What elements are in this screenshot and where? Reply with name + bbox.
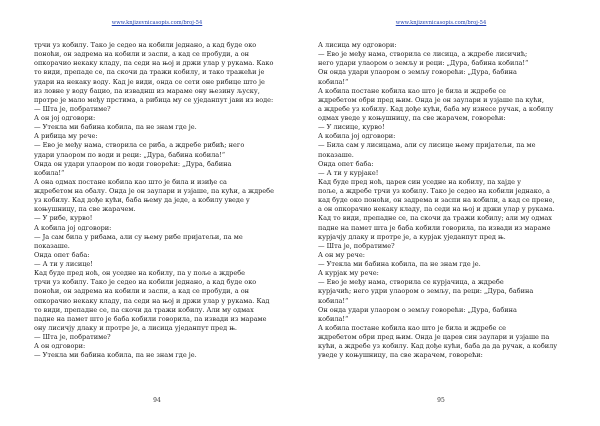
text-line: показаше. [318,150,354,159]
text-line: — Ево је међу нама, створила се курјачица, а ждребе [318,278,504,287]
text-line: А кобила постане кобила као што је била и ждребе се [318,323,507,332]
text-line: — Ја сам била у рибама, али су њему рибе пријатељи, па ме [34,232,243,241]
text-line: то види, препадне се, па скочи да тражи кобилу. Али му одмах [34,305,254,314]
text-line: — У рибе, курво! [34,214,93,223]
page-header-link[interactable]: www.knjizevnicasopis.com/broj-54 [111,20,203,26]
text-line: А рибица му рече: [34,132,98,141]
text-line: Кад то види, препадне се, па скочи да тражи кобилу; али му одмах [318,214,552,223]
text-line: — Била сам у лисицама, али су лисице њему пријатељи, па ме [318,141,536,150]
text-line: — Шта је, побратиме? [34,104,111,113]
text-line: опкорачио некаку кладу, па седи на њој и држи улар у рукама. Кад [34,296,270,305]
text-line: опкорачио некаку кладу, па седи на њој и држи улар у рукама. Како [34,59,274,68]
right-page [306,0,576,426]
page-body [22,41,292,360]
text-line: кобила!“ [34,168,65,177]
text-line: А курјак му рече: [318,269,379,278]
text-line: ждребетом обри пред њим. Онда је он заулари и узјаше па кући, [318,95,544,104]
page-header-link[interactable]: www.knjizevnicasopis.com/broj-54 [395,20,487,26]
text-line: а ждребе уз кобилу. Кад дође кући, баба му изнесе ручак, а кобилу [318,104,554,113]
text-line: Онда опет баба: [34,250,90,259]
text-line: — Утекла ми бабина кобила, па не знам где је. [34,351,197,360]
text-line: А она одмах постане кобила као што је била и изиђе са [34,177,227,186]
text-line: кобила!“ [318,314,349,323]
text-line: А он му рече: [318,250,365,259]
text-line: одмах уведе у коњушницу, па све жарачем, говорећи: [318,114,506,122]
text-line: него удари улаором о земљу и реци: „Дура, бабина кобила!“ [318,59,529,68]
text-line: трчи уз кобилу. Тако је седео на кобили једнано, а кад буде око [34,41,257,49]
text-line: — Ево је међу нама, створила се риба, а ждребе рибић; него [34,141,245,150]
text-line: поноћи, он задрема на кобили и заспи, а кад се пробуди, а он [34,287,249,296]
text-line: поље, а ждребе трчи уз кобилу. Тако је седео на кобили једнако, а [318,187,550,195]
page-number: 95 [437,397,445,404]
text-line: уз кобилу. Кад дође кући, баба њему да једе, а кобилу уведе у [34,196,250,205]
text-line: поноћи, он задрема на кобили и заспи, а кад се пробуди, а он [34,50,249,59]
text-line: — Утекла ми бабина кобила, па не знам где је. [318,260,481,268]
left-page [22,0,292,426]
text-line: — Шта је, побратиме? [318,241,395,250]
text-line: А кобила јој одговори: [34,223,112,232]
text-line: курјачју длаку и протре је, а курјак уједанпут пред њ. [318,232,506,241]
text-line: ждребетом на обалу. Онда је он заулари и узјаше, па кући, а ждребе [34,187,274,195]
text-line: Он онда удари улаором о земљу говорећи: „Дура, бабина [318,305,517,314]
text-line: протре је мало међу прстима, а рибица му се уједанпут јави из воде: [34,95,274,104]
text-line: А он јој одговори: [34,114,96,122]
text-line: — У лисице, курво! [318,123,385,132]
text-line: — Утекла ми бабина кобила, па не знам где је. [34,123,197,132]
text-line: — Шта је, побратиме? [34,333,111,341]
text-line: Онда опет баба: [318,159,374,168]
text-line: Он онда удари улаором о земљу говорећи: „Дура, бабина [318,68,517,77]
text-line: А кобила постане кобила као што је била и ждребе се [318,86,507,95]
text-line: кући, а ждребе уз кобилу. Кад дође кући, баба да да ручак, а кобилу [318,342,558,351]
text-line: кад буде око поноћи, он задрема и заспи на кобили, а кад се прене, [318,196,555,205]
text-line: показаше. [34,241,70,250]
text-line: Кад буде пред ноћ, царев син уседне на кобилу, па хајде у [318,177,521,186]
text-line: курјачић; него удри улаором о земљу, па реци: „Дура, бабина [318,287,534,296]
page-body [306,41,576,360]
text-line: удари улаором по води и реци: „Дура, бабина кобила!“ [34,150,226,159]
page-number: 94 [153,397,161,404]
text-line: то види, препаде се, па скочи да тражи кобилу, и тако тражећи је [34,68,265,77]
text-line: ждребетом обри пред њим. Онда је царев син заулари и узјаше па [318,333,550,341]
text-line: А лисица му одговори: [318,41,397,49]
text-line: из ловне у воду бацио, па изваднш из мараме ону њезину љуску, [34,86,260,95]
text-line: — Ево је међу нама, створила се лисица, а ждребе лисичић; [318,50,528,59]
text-line: кобила!“ [318,77,349,86]
text-line: — А ти у лисице! [34,260,93,268]
text-line: падне на памет што је баба кобили говорила, па извади из мараме [34,314,267,323]
text-line: — А ти у курјаке! [318,168,379,177]
text-line: трчи уз кобилу. Тако је седео на кобили једнано, а кад буде око [34,278,257,287]
text-line: А он одговори: [34,342,86,351]
text-line: Кад буде пред ноћ, он уседне на кобилу, па у поље а ждребе [34,269,246,278]
text-line: ону лисичју длаку и протре је, а лисица уједанпут пред њ. [34,323,237,332]
text-line: кобила!“ [318,296,349,305]
text-line: А кобила јој одговори: [318,132,396,141]
text-line: уведе у коњушницу, па све жарачем, говорећи: [318,351,483,360]
text-line: а он опкорачио некаку кладу, па седи на њој и држи улар у рукама. [318,205,555,214]
text-line: падне на памет шта је баба кобили говорила, па извади из мараме [318,223,551,232]
text-line: коњушницу, па све жарачем. [34,205,136,214]
text-line: удари на некаку воду. Кад је види, онда се сети оне рибице што је [34,77,265,86]
text-line: Онда он удари улаором по води говорећи: „Дура, бабина [34,159,232,168]
